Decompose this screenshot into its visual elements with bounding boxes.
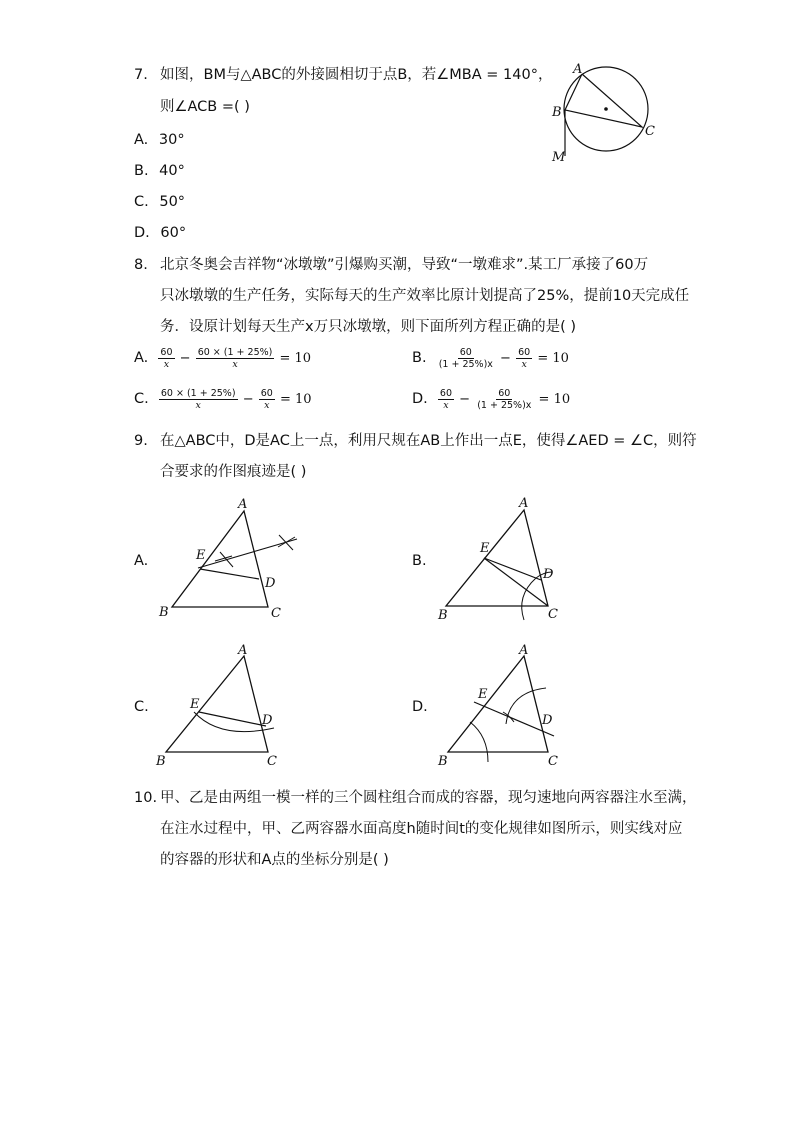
label-C: C [645, 124, 655, 139]
label-E: E [190, 697, 200, 712]
q7-stem-line2: 则∠ACB =( ) [160, 99, 250, 115]
q10-stem-line3: 的容器的形状和A点的坐标分别是( ) [160, 852, 389, 868]
triangle-abc [565, 74, 642, 127]
q7-option-a[interactable] [134, 131, 185, 149]
fraction: $\frac{60}{x}$ [439, 388, 453, 411]
label-C: C [271, 606, 281, 621]
label-A: A [519, 643, 529, 658]
q9-option-b-label[interactable]: B. [412, 553, 427, 569]
option-label: B. [134, 163, 149, 179]
label-B: B [438, 754, 448, 769]
construction-arc [278, 537, 295, 547]
label-D: D [543, 567, 554, 582]
label-E: E [196, 548, 206, 563]
q10-stem-line2: 在注水过程中，甲、乙两容器水面高度h随时间t的变化规律如图所示，则实线对应 [160, 821, 683, 837]
q7-option-d[interactable] [134, 224, 186, 242]
label-A: A [238, 643, 248, 658]
label-D: D [542, 713, 553, 728]
q9-option-d-label[interactable]: D. [412, 699, 428, 715]
option-label: C. [134, 194, 149, 210]
fraction: $\frac{60}{(1 + 25\%)x}$ [438, 347, 493, 370]
label-E: E [478, 687, 488, 702]
label-B: B [552, 105, 562, 120]
label-E: E [480, 541, 490, 556]
label-C: C [548, 607, 558, 622]
q9-option-a-label[interactable]: A. [134, 553, 149, 569]
triangle-abc [172, 511, 268, 607]
triangle-abc [166, 656, 268, 752]
fraction: $\frac{60}{(1 + 25\%)x}$ [477, 388, 532, 411]
construction-arc [470, 722, 488, 762]
q10-stem-line1: 甲、乙是由两组一模一样的三个圆柱组合而成的容器，现匀速地向两容器注水至满， [160, 790, 697, 806]
label-A: A [519, 496, 529, 511]
q7-circle-figure [540, 58, 665, 168]
option-label: C. [134, 391, 149, 407]
option-label: D. [134, 225, 150, 241]
q8-number: 8. [134, 257, 148, 273]
q8-option-c[interactable]: C. $\frac{60 \times (1 + 25\%)}{x}$ − $\frac{60}{x}$ = 10 [134, 388, 312, 411]
label-B: B [156, 754, 166, 769]
option-label: A. [134, 350, 149, 366]
q9-stem-line2: 合要求的作图痕迹是( ) [160, 464, 307, 480]
fraction: $\frac{60}{x}$ [160, 347, 173, 370]
label-C: C [548, 754, 558, 769]
option-label: A. [134, 132, 149, 148]
segment-ed [200, 569, 259, 579]
q9-option-c-figure[interactable] [150, 640, 290, 770]
q8-option-b[interactable]: B. $\frac{60}{(1 + 25\%)x}$ − $\frac{60}{x}$ = 10 [412, 347, 569, 370]
label-C: C [267, 754, 277, 769]
q10-number: 10. [134, 790, 158, 806]
q9-stem-line1: 在△ABC中，D是AC上一点，利用尺规在AB上作出一点E，使得∠AED = ∠C，则符 [160, 433, 697, 449]
option-text: 50° [159, 194, 186, 210]
q8-option-d[interactable]: D. $\frac{60}{x}$ − $\frac{60}{(1 + 25\%)x}$ = 10 [412, 388, 571, 411]
q7-option-b[interactable] [134, 162, 185, 180]
q9-number: 9. [134, 433, 148, 449]
option-label: D. [412, 391, 428, 407]
label-B: B [159, 605, 169, 620]
q9-option-a-figure[interactable] [150, 495, 310, 625]
fraction: $\frac{60 \times (1 + 25\%)}{x}$ [160, 388, 236, 411]
label-A: A [573, 62, 583, 77]
q9-option-c-label[interactable]: C. [134, 699, 149, 715]
q8-stem-line2: 只冰墩墩的生产任务，实际每天的生产效率比原计划提高了25%，提前10天完成任 [160, 288, 690, 304]
triangle-abc [448, 656, 548, 752]
circle-center-dot [604, 107, 608, 111]
fraction: $\frac{60}{x}$ [260, 388, 273, 411]
q8-stem-line3: 务．设原计划每天生产x万只冰墩墩，则下面所列方程正确的是( ) [160, 319, 577, 335]
q7-stem-line1: 如图，BM与△ABC的外接圆相切于点B，若∠MBA = 140°， [160, 67, 553, 83]
q7-option-c[interactable] [134, 193, 185, 211]
fraction: $\frac{60 \times (1 + 25\%)}{x}$ [197, 347, 273, 370]
q7-number: 7. [134, 67, 148, 83]
q9-option-b-figure[interactable] [430, 492, 570, 627]
triangle-abc [446, 510, 548, 606]
q8-option-a[interactable]: A. $\frac{60}{x}$ − $\frac{60 \times (1 + 25\%)}{x}$ = 10 [134, 347, 312, 370]
fraction: $\frac{60}{x}$ [518, 347, 531, 370]
construction-arc [220, 552, 233, 567]
label-B: B [438, 608, 448, 623]
label-A: A [238, 497, 248, 512]
q8-stem-line1: 北京冬奥会吉祥物“冰墩墩”引爆购买潮，导致“一墩难求”.某工厂承接了60万 [160, 257, 649, 273]
option-label: B. [412, 350, 427, 366]
label-D: D [262, 713, 273, 728]
label-M: M [552, 150, 566, 165]
option-text: 40° [159, 163, 185, 179]
q9-option-d-figure[interactable] [430, 640, 570, 770]
label-D: D [265, 576, 276, 591]
option-text: 60° [160, 225, 187, 241]
segment-ed [484, 558, 541, 580]
option-text: 30° [158, 132, 185, 148]
